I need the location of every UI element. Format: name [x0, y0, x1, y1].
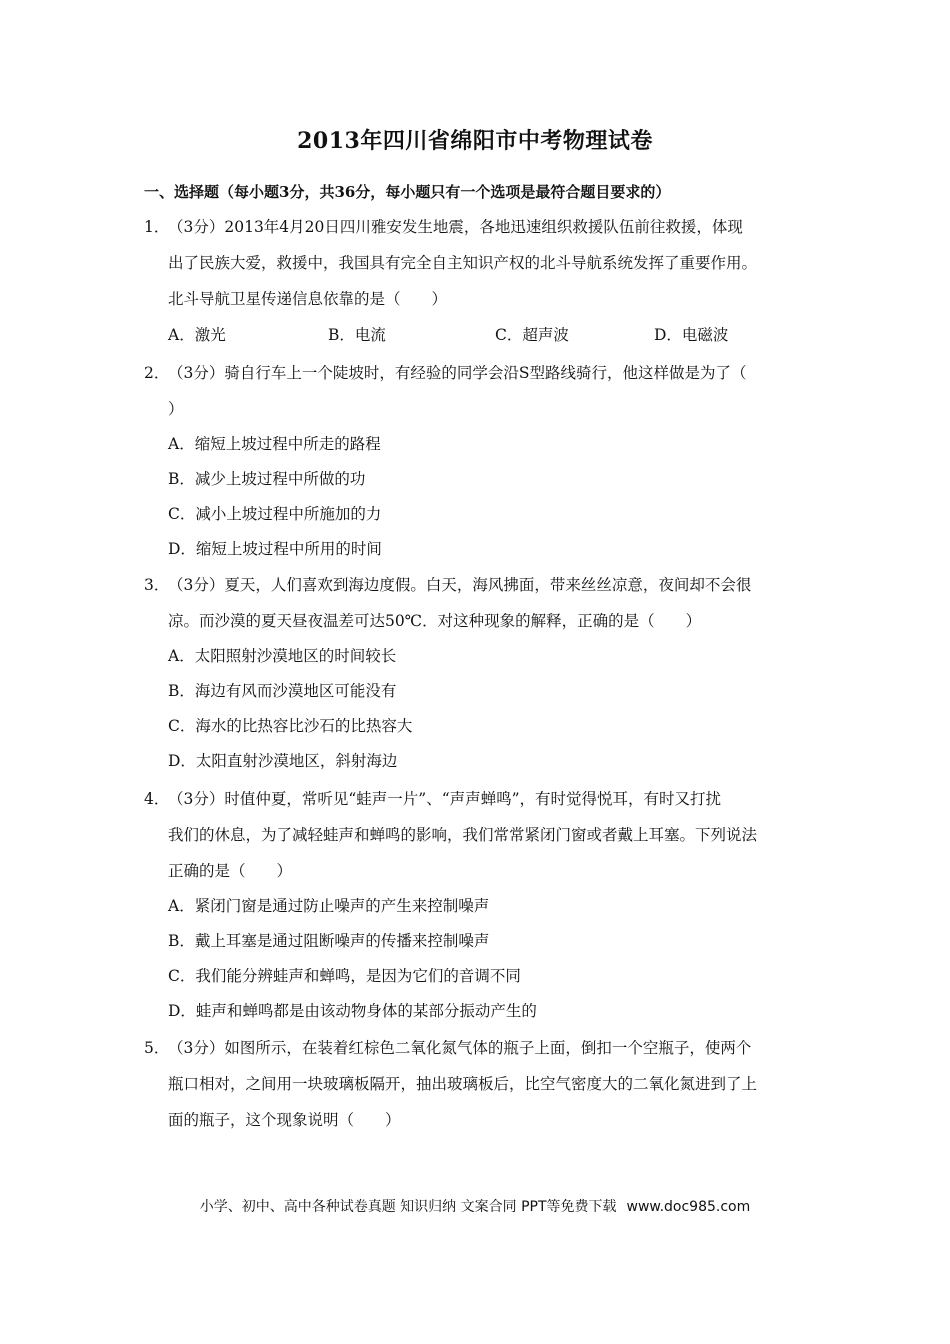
- question-text: （3分）夏天，人们喜欢到海边度假。白天，海风拂面，带来丝丝凉意，夜间却不会很: [168, 576, 752, 594]
- option-b: B．减少上坡过程中所做的功: [168, 470, 366, 488]
- question-number: 3．: [144, 576, 170, 594]
- question-text: 正确的是（ ）: [168, 862, 293, 880]
- question-4: [144, 781, 812, 1029]
- question-text: 瓶口相对，之间用一块玻璃板隔开，抽出玻璃板后，比空气密度大的二氧化氮进到了上: [168, 1075, 758, 1093]
- question-1: [144, 209, 812, 353]
- option-d: D．蛙声和蝉鸣都是由该动物身体的某部分振动产生的: [168, 1002, 537, 1020]
- option-b: B．戴上耳塞是通过阻断噪声的传播来控制噪声: [168, 932, 490, 950]
- option-b: B．海边有风而沙漠地区可能没有: [168, 682, 397, 700]
- option-c: C．减小上坡过程中所施加的力: [168, 505, 382, 523]
- question-text: （3分）如图所示，在装着红棕色二氧化氮气体的瓶子上面，倒扣一个空瓶子，使两个: [168, 1039, 752, 1057]
- option-c: C．超声波: [495, 326, 569, 344]
- question-text: （3分）骑自行车上一个陡坡时，有经验的同学会沿S型路线骑行，他这样做是为了（: [168, 364, 747, 382]
- question-text: ）: [168, 400, 184, 418]
- footer-link[interactable]: www.doc985.com: [626, 1199, 751, 1215]
- option-a: A．缩短上坡过程中所走的路程: [168, 435, 381, 453]
- question-2: [144, 355, 812, 567]
- question-text: 凉。而沙漠的夏天昼夜温差可达50℃．对这种现象的解释，正确的是（ ）: [168, 612, 702, 630]
- question-text: 北斗导航卫星传递信息依靠的是（ ）: [168, 290, 448, 308]
- option-c: C．海水的比热容比沙石的比热容大: [168, 717, 413, 735]
- question-number: 2．: [144, 364, 170, 382]
- page-title: 2013年四川省绵阳市中考物理试卷: [297, 128, 653, 154]
- question-number: 1．: [144, 218, 170, 236]
- page-footer: [0, 1196, 950, 1216]
- option-b: B．电流: [328, 326, 386, 344]
- option-d: D．缩短上坡过程中所用的时间: [168, 540, 382, 558]
- section-heading: 一、选择题（每小题3分，共36分，每小题只有一个选项是最符合题目要求的）: [144, 183, 671, 201]
- option-a: A．紧闭门窗是通过防止噪声的产生来控制噪声: [168, 897, 490, 915]
- option-d: D．太阳直射沙漠地区，斜射海边: [168, 752, 398, 770]
- option-row: [144, 317, 812, 353]
- option-c: C．我们能分辨蛙声和蝉鸣，是因为它们的音调不同: [168, 967, 521, 985]
- option-a: A．太阳照射沙漠地区的时间较长: [168, 647, 397, 665]
- question-text: 我们的休息，为了减轻蛙声和蝉鸣的影响，我们常常紧闭门窗或者戴上耳塞。下列说法: [168, 826, 758, 844]
- option-a: A．激光: [168, 326, 226, 344]
- option-d: D．电磁波: [654, 326, 729, 344]
- footer-text: 小学、初中、高中各种试卷真题 知识归纳 文案合同 PPT等免费下载: [199, 1199, 617, 1215]
- question-text: 出了民族大爱，救援中，我国具有完全自主知识产权的北斗导航系统发挥了重要作用。: [168, 254, 758, 272]
- question-text: 面的瓶子，这个现象说明（ ）: [168, 1111, 401, 1129]
- question-text: （3分）时值仲夏，常听见“蛙声一片”、“声声蝉鸣”，有时觉得悦耳，有时又打扰: [168, 790, 722, 808]
- question-number: 5．: [144, 1039, 170, 1057]
- question-number: 4．: [144, 790, 170, 808]
- question-text: （3分）2013年4月20日四川雅安发生地震，各地迅速组织救援队伍前往救援，体现: [168, 218, 743, 236]
- question-3: [144, 567, 812, 779]
- question-5: [144, 1030, 812, 1138]
